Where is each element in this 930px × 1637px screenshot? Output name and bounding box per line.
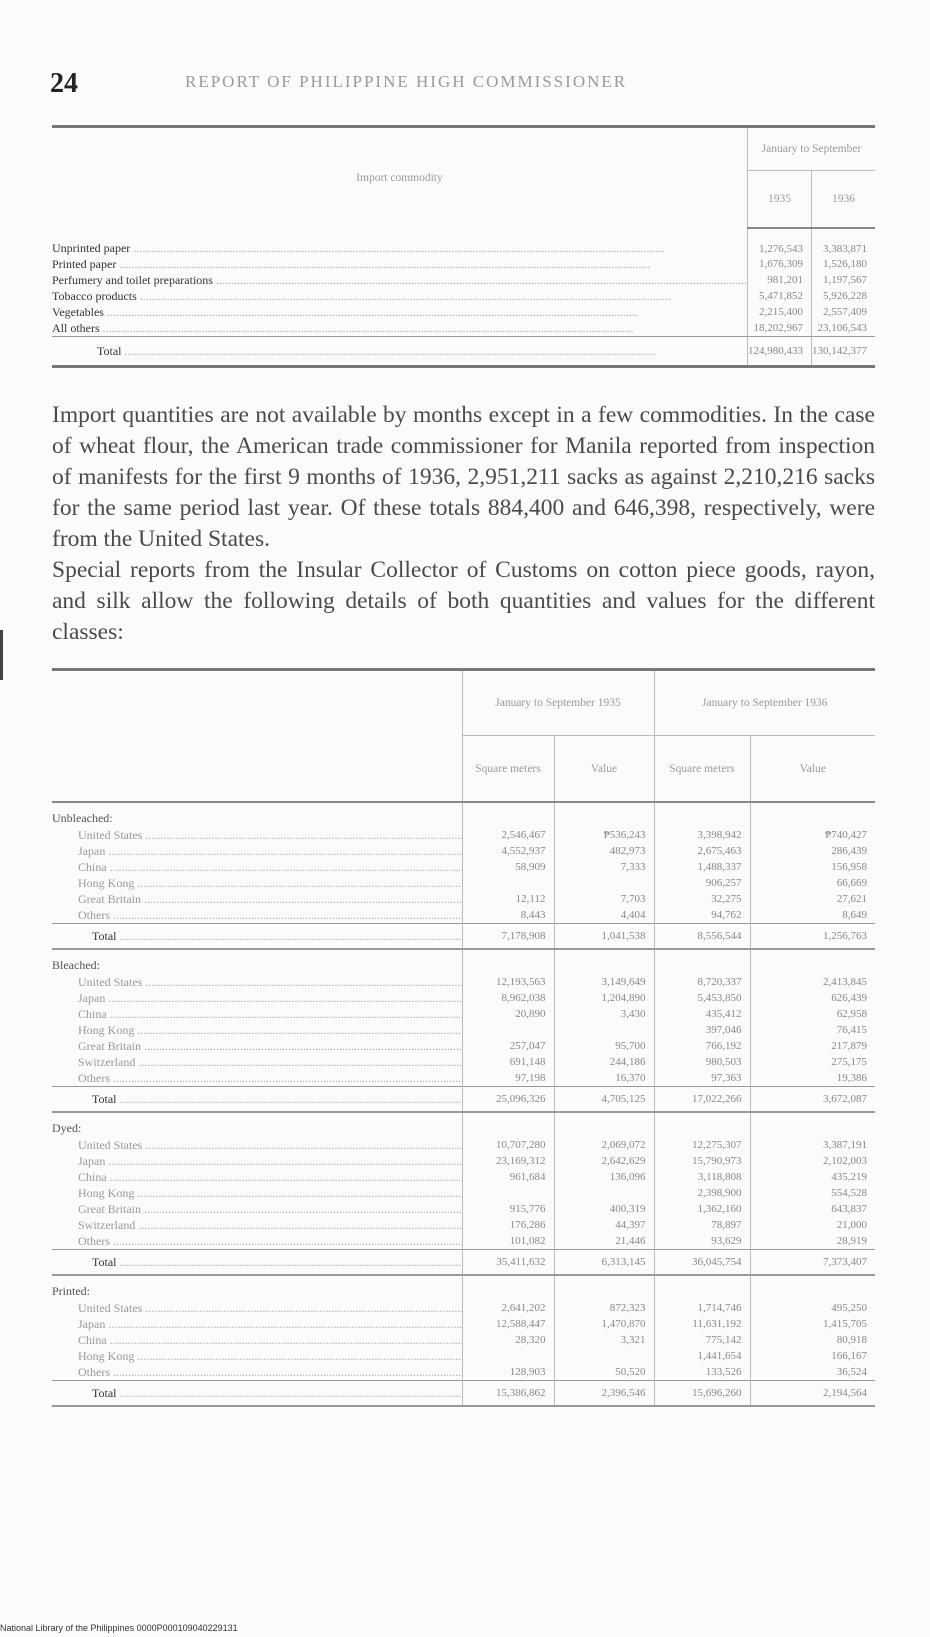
value-1936: 156,958 [750, 859, 875, 875]
group-header-row [52, 949, 875, 974]
group-name: Bleached: [52, 957, 100, 972]
sqm-1936: 3,118,808 [654, 1169, 750, 1185]
total-label: Total ..... [52, 1381, 462, 1407]
value-1936: 1,526,180 [811, 256, 875, 272]
sqm-1935: 58,909 [462, 859, 554, 875]
commodity-label: Unprinted paper ..... [52, 228, 747, 256]
total-sqm-1936: 36,045,754 [654, 1250, 750, 1276]
value-1936: 3,383,871 [811, 228, 875, 256]
table-row [52, 1201, 875, 1217]
value-1936: 2,102,003 [750, 1153, 875, 1169]
sqm-1935: 8,443 [462, 907, 554, 924]
value-1936-header: Value [750, 736, 875, 803]
country-label: Great Britain ..... [52, 1201, 462, 1217]
total-value-1936: 7,373,407 [750, 1250, 875, 1276]
table-row [52, 1006, 875, 1022]
value-1935: 400,319 [554, 1201, 654, 1217]
table-row [52, 228, 875, 256]
value-1936: 21,000 [750, 1217, 875, 1233]
value-1935 [554, 1022, 654, 1038]
value-1936: 3,387,191 [750, 1137, 875, 1153]
value-1936: 286,439 [750, 843, 875, 859]
sqm-1936: 980,503 [654, 1054, 750, 1070]
total-label: Total ..... [52, 337, 747, 367]
country-label: Others ..... [52, 1364, 462, 1381]
stub-header-empty [52, 670, 462, 803]
sqm-1935 [462, 1348, 554, 1364]
group-total-row [52, 924, 875, 950]
country-label: United States ..... [52, 827, 462, 843]
group-name: Printed: [52, 1283, 90, 1298]
value-1936: 275,175 [750, 1054, 875, 1070]
total-label: Total ..... [52, 924, 462, 950]
table-row [52, 859, 875, 875]
body-text [52, 400, 875, 648]
value-1936: 643,837 [750, 1201, 875, 1217]
value-1936: 28,919 [750, 1233, 875, 1250]
sqm-1936: 435,412 [654, 1006, 750, 1022]
country-label: Japan ..... [52, 1153, 462, 1169]
total-label: Total ..... [52, 1087, 462, 1113]
col-1936-header: 1936 [811, 171, 875, 229]
sqm-1936: 1,441,654 [654, 1348, 750, 1364]
table-row [52, 288, 875, 304]
sqm-1935: 12,588,447 [462, 1316, 554, 1332]
sqm-1936: 97,363 [654, 1070, 750, 1087]
value-1936: 554,528 [750, 1185, 875, 1201]
value-1935: 3,321 [554, 1332, 654, 1348]
value-1935: 7,333 [554, 859, 654, 875]
table-row [52, 827, 875, 843]
value-1936: 435,219 [750, 1169, 875, 1185]
sqm-1936: 93,629 [654, 1233, 750, 1250]
sqm-1936: 2,398,900 [654, 1185, 750, 1201]
value-1936: 66,669 [750, 875, 875, 891]
value-1935: 21,446 [554, 1233, 654, 1250]
value-1936: 76,415 [750, 1022, 875, 1038]
country-label: Great Britain ..... [52, 891, 462, 907]
table-row [52, 1185, 875, 1201]
value-1936: 80,918 [750, 1332, 875, 1348]
value-1935: 482,973 [554, 843, 654, 859]
sqm-1936: 397,046 [654, 1022, 750, 1038]
value-1935: 1,676,309 [747, 256, 811, 272]
value-1935: 3,430 [554, 1006, 654, 1022]
sqm-1936: 32,275 [654, 891, 750, 907]
sqm-1936: 3,398,942 [654, 827, 750, 843]
group-name: Unbleached: [52, 810, 113, 825]
country-label: Great Britain ..... [52, 1038, 462, 1054]
cotton-piece-goods-table [52, 668, 875, 1407]
commodity-label: Vegetables ..... [52, 304, 747, 320]
sqm-1936: 775,142 [654, 1332, 750, 1348]
table-row [52, 1022, 875, 1038]
value-1935: 2,215,400 [747, 304, 811, 320]
table-row [52, 1169, 875, 1185]
country-label: United States ..... [52, 974, 462, 990]
table-row [52, 891, 875, 907]
table-row [52, 1070, 875, 1087]
value-1935 [554, 875, 654, 891]
country-label: Hong Kong ..... [52, 1022, 462, 1038]
table-row [52, 1332, 875, 1348]
sqm-1935: 128,903 [462, 1364, 554, 1381]
country-label: Japan ..... [52, 843, 462, 859]
country-label: China ..... [52, 859, 462, 875]
country-label: Hong Kong ..... [52, 875, 462, 891]
value-1935: 981,201 [747, 272, 811, 288]
total-sqm-1935: 25,096,326 [462, 1087, 554, 1113]
sqm-1936: 78,897 [654, 1217, 750, 1233]
value-1935: 1,204,890 [554, 990, 654, 1006]
value-1935: 4,404 [554, 907, 654, 924]
sqm-1935: 12,112 [462, 891, 554, 907]
sqm-1935: 28,320 [462, 1332, 554, 1348]
table-row [52, 907, 875, 924]
value-1936: 495,250 [750, 1300, 875, 1316]
value-1935: 5,471,852 [747, 288, 811, 304]
value-1936: 62,958 [750, 1006, 875, 1022]
value-1936: 1,415,705 [750, 1316, 875, 1332]
commodity-label: All others ..... [52, 320, 747, 337]
span-1936-header: January to September 1936 [654, 670, 875, 736]
country-label: Switzerland ..... [52, 1054, 462, 1070]
table-row [52, 843, 875, 859]
commodity-label: Printed paper ..... [52, 256, 747, 272]
sqm-1936: 5,453,850 [654, 990, 750, 1006]
table-row [52, 1316, 875, 1332]
country-label: Hong Kong ..... [52, 1348, 462, 1364]
total-value-1936: 2,194,564 [750, 1381, 875, 1407]
group-header-row [52, 802, 875, 827]
value-1936: 8,649 [750, 907, 875, 924]
value-1936: 2,413,845 [750, 974, 875, 990]
value-1935: 3,149,649 [554, 974, 654, 990]
table-row [52, 1348, 875, 1364]
value-1936: 626,439 [750, 990, 875, 1006]
sqm-1935-header: Square meters [462, 736, 554, 803]
value-1935 [554, 1348, 654, 1364]
total-value-1935: 4,705,125 [554, 1087, 654, 1113]
commodity-label: Tobacco products ..... [52, 288, 747, 304]
country-label: Japan ..... [52, 990, 462, 1006]
country-label: United States ..... [52, 1137, 462, 1153]
stub-header: Import commodity [52, 127, 747, 229]
sqm-1936: 766,192 [654, 1038, 750, 1054]
value-1936: 19,386 [750, 1070, 875, 1087]
sqm-1936: 2,675,463 [654, 843, 750, 859]
value-1936: 217,879 [750, 1038, 875, 1054]
country-label: Others ..... [52, 907, 462, 924]
sqm-1935: 20,890 [462, 1006, 554, 1022]
paragraph-wheat-flour: Import quantities are not available by months except in a few commodities. In the case of wheat flour, the American trade commissioner for Manila reported from inspection of manifests for the first 9 months of 1936, 2,951,211 sacks as against 2,210,216 sacks for the same period last year. Of these totals 884,400 and 646,398, respectively, were from the United States. [52, 402, 875, 552]
value-1936: ₱740,427 [750, 827, 875, 843]
country-label: China ..... [52, 1332, 462, 1348]
sqm-1935: 101,082 [462, 1233, 554, 1250]
value-1935: 244,186 [554, 1054, 654, 1070]
value-1935: 50,520 [554, 1364, 654, 1381]
total-sqm-1935: 35,411,632 [462, 1250, 554, 1276]
sqm-1936: 906,257 [654, 875, 750, 891]
table-row [52, 1153, 875, 1169]
sqm-1936: 12,275,307 [654, 1137, 750, 1153]
value-1935: 95,700 [554, 1038, 654, 1054]
total-label: Total ..... [52, 1250, 462, 1276]
sqm-1935: 23,169,312 [462, 1153, 554, 1169]
table-row [52, 990, 875, 1006]
value-1935: 2,069,072 [554, 1137, 654, 1153]
sqm-1936: 1,488,337 [654, 859, 750, 875]
table-row [52, 256, 875, 272]
sqm-1935: 961,684 [462, 1169, 554, 1185]
sqm-1936: 133,526 [654, 1364, 750, 1381]
total-sqm-1935: 7,178,908 [462, 924, 554, 950]
table-row [52, 272, 875, 288]
sqm-1936: 15,790,973 [654, 1153, 750, 1169]
sqm-1935 [462, 875, 554, 891]
sqm-1935: 915,776 [462, 1201, 554, 1217]
value-1935: 872,323 [554, 1300, 654, 1316]
value-1936: 36,524 [750, 1364, 875, 1381]
value-1936: 2,557,409 [811, 304, 875, 320]
value-1936: 5,926,228 [811, 288, 875, 304]
page-header [50, 68, 880, 108]
country-label: United States ..... [52, 1300, 462, 1316]
table-row [52, 320, 875, 337]
import-commodity-table [52, 125, 875, 368]
table-row [52, 1054, 875, 1070]
sqm-1935: 176,286 [462, 1217, 554, 1233]
country-label: Others ..... [52, 1070, 462, 1087]
table-row [52, 304, 875, 320]
commodity-label: Perfumery and toilet preparations ..... [52, 272, 747, 288]
total-sqm-1935: 15,386,862 [462, 1381, 554, 1407]
total-sqm-1936: 17,022,266 [654, 1087, 750, 1113]
sqm-1935: 691,148 [462, 1054, 554, 1070]
scan-edge-mark [0, 630, 3, 680]
running-head: REPORT OF PHILIPPINE HIGH COMMISSIONER [185, 72, 628, 91]
value-1935: 1,276,543 [747, 228, 811, 256]
table-row [52, 1233, 875, 1250]
table-row [52, 1137, 875, 1153]
value-1935 [554, 1185, 654, 1201]
sqm-1935: 97,198 [462, 1070, 554, 1087]
table-row [52, 875, 875, 891]
sqm-1935: 12,193,563 [462, 974, 554, 990]
total-row [52, 337, 875, 367]
sqm-1936: 8,720,337 [654, 974, 750, 990]
value-1935: 7,703 [554, 891, 654, 907]
country-label: Japan ..... [52, 1316, 462, 1332]
sqm-1936: 11,631,192 [654, 1316, 750, 1332]
group-name: Dyed: [52, 1120, 82, 1135]
total-value-1935: 2,396,546 [554, 1381, 654, 1407]
total-value-1935: 6,313,145 [554, 1250, 654, 1276]
total-1936: 130,142,377 [811, 337, 875, 367]
total-sqm-1936: 8,556,544 [654, 924, 750, 950]
table-row [52, 1038, 875, 1054]
group-header-row [52, 1112, 875, 1137]
value-1935: 2,642,629 [554, 1153, 654, 1169]
sqm-1935: 4,552,937 [462, 843, 554, 859]
table-row [52, 1364, 875, 1381]
sqm-1935: 8,962,038 [462, 990, 554, 1006]
sqm-1936-header: Square meters [654, 736, 750, 803]
total-value-1936: 1,256,763 [750, 924, 875, 950]
scan-footer: National Library of the Philippines 0000P000109040229131 [0, 1623, 238, 1633]
value-1935: 18,202,967 [747, 320, 811, 337]
group-header-row [52, 1275, 875, 1300]
col-1935-header: 1935 [747, 171, 811, 229]
total-value-1935: 1,041,538 [554, 924, 654, 950]
total-sqm-1936: 15,696,260 [654, 1381, 750, 1407]
sqm-1935: 257,047 [462, 1038, 554, 1054]
value-1935: ₱536,243 [554, 827, 654, 843]
country-label: Hong Kong ..... [52, 1185, 462, 1201]
group-total-row [52, 1250, 875, 1276]
group-total-row [52, 1087, 875, 1113]
sqm-1936: 94,762 [654, 907, 750, 924]
span-header: January to September [747, 127, 875, 171]
value-1935: 16,370 [554, 1070, 654, 1087]
paragraph-special-reports: Special reports from the Insular Collector of Customs on cotton piece goods, rayon, and silk allow the following details of both quantities and values for the different classes: [52, 557, 875, 645]
group-total-row [52, 1381, 875, 1407]
value-1935-header: Value [554, 736, 654, 803]
page-number: 24 [50, 68, 78, 99]
table-row [52, 974, 875, 990]
country-label: Switzerland ..... [52, 1217, 462, 1233]
sqm-1935 [462, 1022, 554, 1038]
table-row [52, 1217, 875, 1233]
total-1935: 124,980,433 [747, 337, 811, 367]
country-label: China ..... [52, 1006, 462, 1022]
sqm-1936: 1,362,160 [654, 1201, 750, 1217]
value-1936: 23,106,543 [811, 320, 875, 337]
table-row [52, 1300, 875, 1316]
value-1936: 27,621 [750, 891, 875, 907]
sqm-1935: 2,546,467 [462, 827, 554, 843]
value-1936: 166,167 [750, 1348, 875, 1364]
country-label: China ..... [52, 1169, 462, 1185]
sqm-1935: 2,641,202 [462, 1300, 554, 1316]
sqm-1935: 10,707,280 [462, 1137, 554, 1153]
country-label: Others ..... [52, 1233, 462, 1250]
value-1935: 136,096 [554, 1169, 654, 1185]
value-1936: 1,197,567 [811, 272, 875, 288]
sqm-1935 [462, 1185, 554, 1201]
value-1935: 44,397 [554, 1217, 654, 1233]
span-1935-header: January to September 1935 [462, 670, 654, 736]
total-value-1936: 3,672,087 [750, 1087, 875, 1113]
value-1935: 1,470,870 [554, 1316, 654, 1332]
sqm-1936: 1,714,746 [654, 1300, 750, 1316]
